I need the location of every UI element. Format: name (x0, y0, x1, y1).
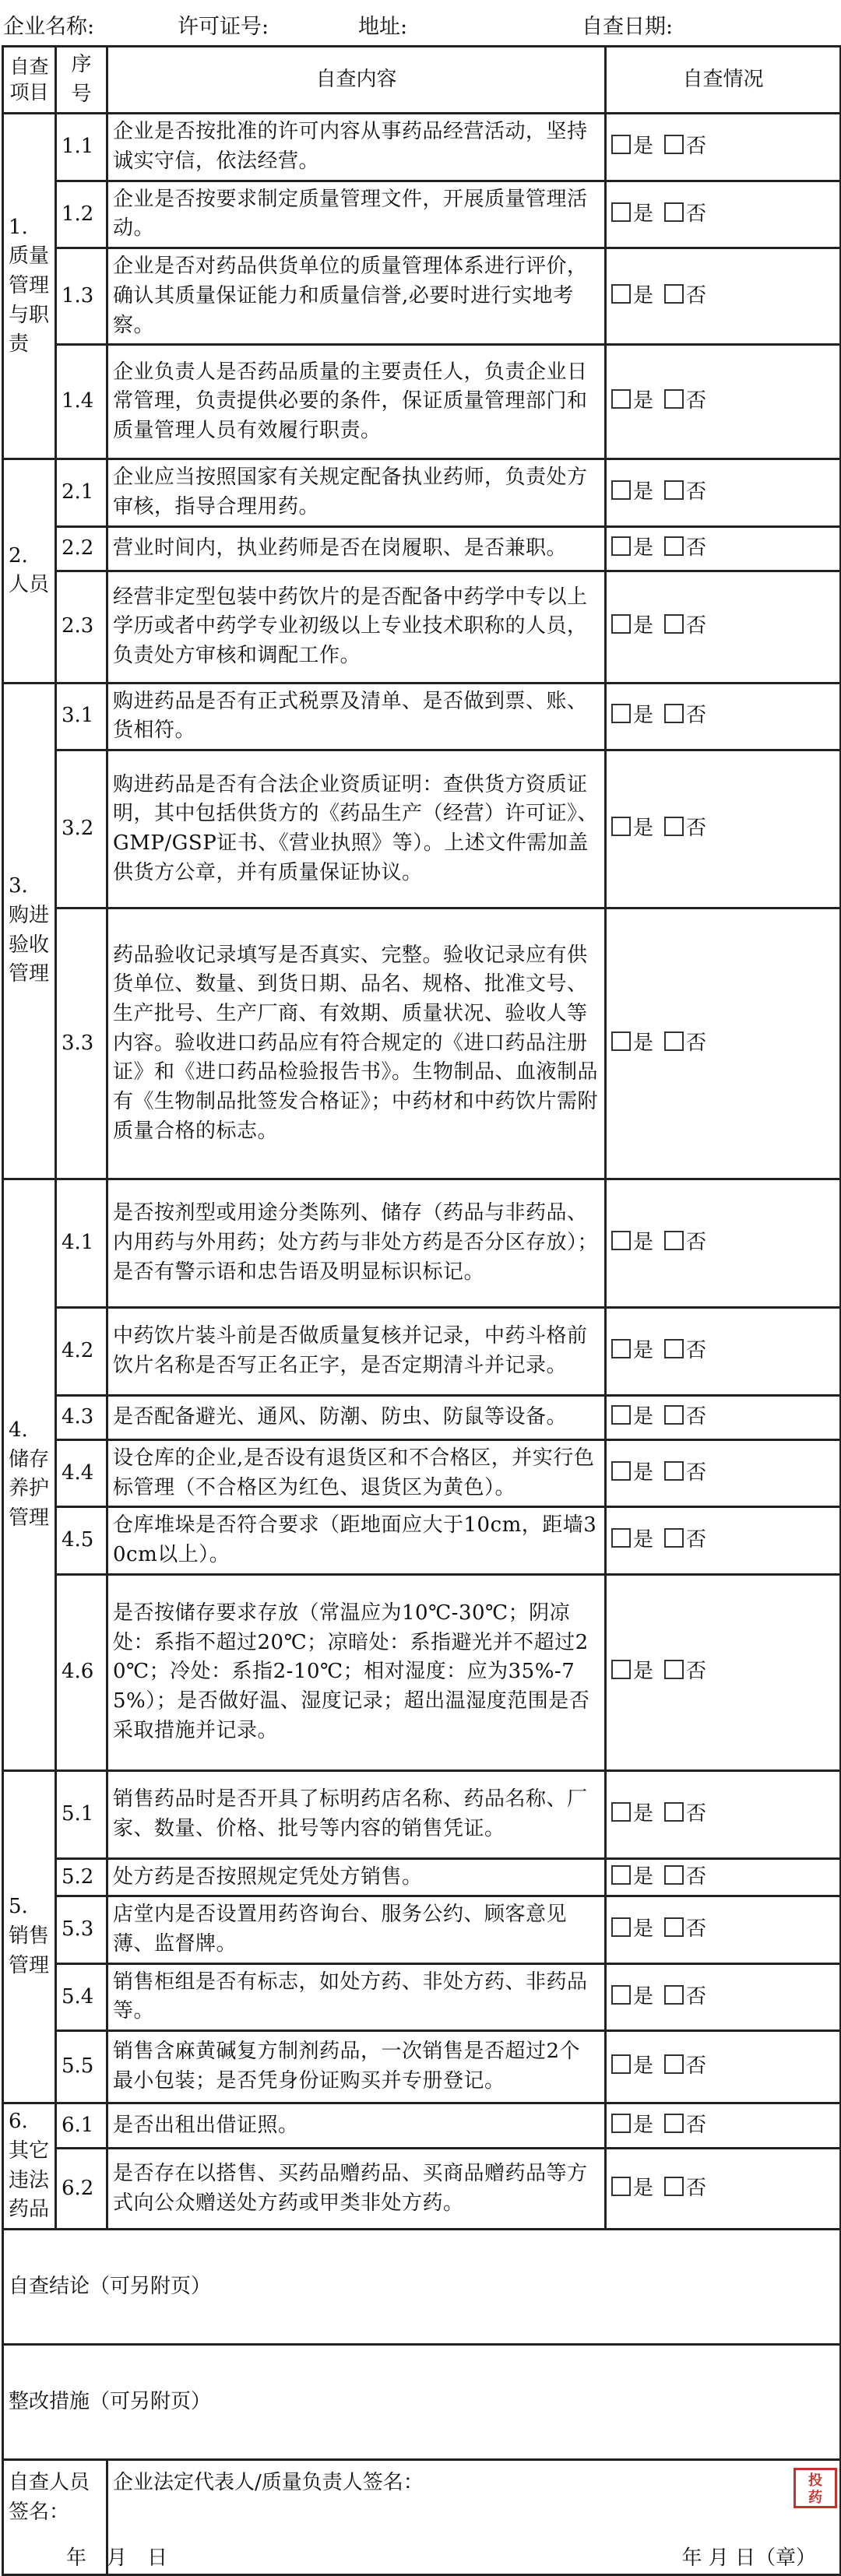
item-content: 销售柜组是否有标志，如处方药、非处方药、非药品等。 (107, 1963, 606, 2030)
item-content: 企业是否对药品供货单位的质量管理体系进行评价，确认其质量保证能力和质量信誉,必要时进行实地考察。 (107, 248, 606, 345)
yes-checkbox[interactable] (611, 536, 631, 556)
no-label: 否 (686, 1339, 707, 1363)
no-checkbox[interactable] (664, 1865, 684, 1885)
no-label: 否 (686, 614, 707, 638)
item-status (606, 1963, 841, 2030)
yes-label: 是 (633, 283, 654, 308)
item-status (606, 345, 841, 459)
yes-checkbox[interactable] (611, 1802, 631, 1822)
category-cell: 1. 质量管理与职责 (3, 114, 56, 459)
yes-checkbox[interactable] (611, 1528, 631, 1548)
yes-label: 是 (633, 1460, 654, 1485)
yes-label: 是 (633, 2176, 654, 2200)
item-number: 1.4 (56, 345, 107, 459)
yes-label: 是 (633, 2054, 654, 2079)
yes-label: 是 (633, 2113, 654, 2137)
no-checkbox[interactable] (664, 1231, 684, 1250)
inspector-signature-field[interactable] (3, 2459, 168, 2574)
no-label: 否 (686, 2054, 707, 2079)
yes-checkbox[interactable] (611, 1865, 631, 1885)
no-checkbox[interactable] (664, 480, 684, 500)
yes-label: 是 (633, 202, 654, 226)
column-header-seq: 序号 (56, 47, 107, 114)
no-checkbox[interactable] (664, 1528, 684, 1548)
item-content: 设仓库的企业,是否设有退货区和不合格区，并实行色标管理（不合格区为红色、退货区为黄色）。 (107, 1439, 606, 1506)
no-label: 否 (686, 536, 707, 560)
no-label: 否 (686, 1660, 707, 1684)
item-status (606, 1858, 841, 1896)
table-row (3, 1858, 841, 1896)
yes-checkbox[interactable] (611, 1231, 631, 1250)
item-number: 3.3 (56, 908, 107, 1179)
item-content: 销售含麻黄碱复方制剂药品，一次销售是否超过2个最小包装；是否凭身份证购买并专册登记。 (107, 2031, 606, 2103)
item-number: 6.2 (56, 2149, 107, 2229)
no-checkbox[interactable] (664, 2114, 684, 2133)
no-checkbox[interactable] (664, 817, 684, 836)
item-content: 购进药品是否有合法企业资质证明：查供货方资质证明，其中包括供货方的《药品生产（经营）许可证》、GMP/GSP证书、《营业执照》等）。上述文件需加盖供货方公章，并有质量保证协议。 (107, 750, 606, 908)
no-checkbox[interactable] (664, 135, 684, 154)
yes-label: 是 (633, 614, 654, 638)
no-checkbox[interactable] (664, 1985, 684, 2005)
no-label: 否 (686, 1801, 707, 1826)
item-status (606, 181, 841, 248)
signature-row (3, 2459, 841, 2574)
item-number: 4.3 (56, 1395, 107, 1439)
legal-rep-date: 年 月 日（章） (681, 2546, 816, 2571)
no-label: 否 (686, 1405, 707, 1429)
table-row (3, 1395, 841, 1439)
category-cell: 5. 销售管理 (3, 1770, 56, 2103)
no-label: 否 (686, 817, 707, 841)
item-number: 1.1 (56, 114, 107, 181)
yes-label: 是 (633, 1405, 654, 1429)
item-content: 是否存在以搭售、买药品赠药品、买商品赠药品等方式向公众赠送处方药或甲类非处方药。 (107, 2149, 606, 2229)
table-row (3, 2103, 841, 2149)
category-cell: 6. 其它违法药品 (3, 2103, 56, 2230)
no-checkbox[interactable] (664, 1660, 684, 1679)
item-status (606, 1896, 841, 1963)
no-checkbox[interactable] (664, 1405, 684, 1425)
item-status (606, 248, 841, 345)
no-label: 否 (686, 2113, 707, 2137)
item-number: 1.2 (56, 181, 107, 248)
no-label: 否 (686, 1864, 707, 1889)
item-status (606, 908, 841, 1179)
item-number: 4.6 (56, 1574, 107, 1770)
no-label: 否 (686, 480, 707, 504)
no-checkbox[interactable] (664, 704, 684, 723)
yes-checkbox[interactable] (611, 1985, 631, 2005)
item-status (606, 459, 841, 526)
category-cell: 3. 购进验收管理 (3, 683, 56, 1179)
table-row (3, 1963, 841, 2030)
column-header-category: 自查项目 (3, 47, 56, 114)
table-row (3, 345, 841, 459)
conclusion-label: 自查结论（可另附页） (9, 2274, 212, 2298)
no-label: 否 (686, 1031, 707, 1055)
conclusion-row (3, 2229, 841, 2344)
no-checkbox[interactable] (664, 389, 684, 409)
table-row (3, 526, 841, 571)
yes-label: 是 (633, 135, 654, 159)
item-number: 2.3 (56, 571, 107, 683)
rectify-row (3, 2344, 841, 2459)
yes-checkbox[interactable] (611, 135, 631, 154)
item-number: 2.1 (56, 459, 107, 526)
item-content: 企业是否按批准的许可内容从事药品经营活动，坚持诚实守信，依法经营。 (107, 114, 606, 181)
yes-label: 是 (633, 1339, 654, 1363)
yes-checkbox[interactable] (611, 2177, 631, 2196)
category-cell: 4. 储存养护管理 (3, 1179, 56, 1770)
item-content: 是否配备避光、通风、防潮、防虫、防鼠等设备。 (107, 1395, 606, 1439)
yes-label: 是 (633, 1031, 654, 1055)
no-label: 否 (686, 283, 707, 308)
item-content: 销售药品时是否开具了标明药店名称、药品名称、厂家、数量、价格、批号等内容的销售凭证。 (107, 1770, 606, 1858)
table-row (3, 2031, 841, 2103)
item-status (606, 750, 841, 908)
table-row (3, 114, 841, 181)
yes-checkbox[interactable] (611, 1917, 631, 1937)
yes-label: 是 (633, 1528, 654, 1552)
item-content: 中药饮片装斗前是否做质量复核并记录，中药斗格前饮片名称是否写正名正字，是否定期清斗并记录。 (107, 1307, 606, 1395)
item-number: 4.1 (56, 1179, 107, 1307)
conclusion-field[interactable] (3, 2229, 841, 2344)
yes-checkbox[interactable] (611, 202, 631, 222)
item-status (606, 683, 841, 750)
item-content: 经营非定型包装中药饮片的是否配备中药学中专以上学历或者中药学专业初级以上专业技术职称的人员，负责处方审核和调配工作。 (107, 571, 606, 683)
rectify-label: 整改措施（可另附页） (9, 2389, 212, 2413)
item-number: 4.2 (56, 1307, 107, 1395)
yes-label: 是 (633, 389, 654, 413)
item-content: 营业时间内，执业药师是否在岗履职、是否兼职。 (107, 526, 606, 571)
item-number: 5.4 (56, 1963, 107, 2030)
inspection-date-label: 自查日期: (582, 15, 674, 39)
item-content: 药品验收记录填写是否真实、完整。验收记录应有供货单位、数量、到货日期、品名、规格、批准文号、生产批号、生产厂商、有效期、质量状况、验收人等内容。验收进口药品应有符合规定的《进口药品注册证》和《进口药品检验报告书》。生物制品、血液制品有《生物制品批签发合格证》；中药材和中药饮片需附质量合格的标志。 (107, 908, 606, 1179)
table-row (3, 248, 841, 345)
item-status (606, 526, 841, 571)
yes-checkbox[interactable] (611, 1339, 631, 1358)
item-number: 1.3 (56, 248, 107, 345)
yes-label: 是 (633, 536, 654, 560)
yes-checkbox[interactable] (611, 1660, 631, 1679)
yes-checkbox[interactable] (611, 614, 631, 634)
item-number: 3.1 (56, 683, 107, 750)
table-row (3, 459, 841, 526)
legal-rep-label: 企业法定代表人/质量负责人签名： (113, 2470, 424, 2494)
self-inspection-table (2, 45, 841, 2576)
no-checkbox[interactable] (664, 1339, 684, 1358)
yes-checkbox[interactable] (611, 1405, 631, 1425)
no-label: 否 (686, 1984, 707, 2008)
item-number: 4.4 (56, 1439, 107, 1506)
item-status (606, 2103, 841, 2149)
item-number: 4.5 (56, 1507, 107, 1574)
table-row (3, 1179, 841, 1307)
item-status (606, 1395, 841, 1439)
yes-label: 是 (633, 1660, 654, 1684)
legal-rep-signature-field[interactable] (107, 2459, 841, 2574)
yes-label: 是 (633, 480, 654, 504)
yes-checkbox[interactable] (611, 704, 631, 723)
item-content: 是否按剂型或用途分类陈列、储存（药品与非药品、内用药与外用药；处方药与非处方药是否分区存放）；是否有警示语和忠告语及明显标识标记。 (107, 1179, 606, 1307)
item-status (606, 1770, 841, 1858)
yes-checkbox[interactable] (611, 1031, 631, 1051)
item-number: 5.2 (56, 1858, 107, 1896)
column-header-row (3, 47, 841, 114)
yes-checkbox[interactable] (611, 817, 631, 836)
rectify-field[interactable] (3, 2344, 841, 2459)
category-cell: 2. 人员 (3, 459, 56, 683)
yes-label: 是 (633, 1864, 654, 1889)
yes-checkbox[interactable] (611, 284, 631, 304)
item-content: 是否出租出借证照。 (107, 2103, 606, 2149)
yes-checkbox[interactable] (611, 480, 631, 500)
no-label: 否 (686, 704, 707, 728)
item-content: 企业是否按要求制定质量管理文件，开展质量管理活动。 (107, 181, 606, 248)
yes-checkbox[interactable] (611, 1461, 631, 1481)
item-status (606, 114, 841, 181)
no-label: 否 (686, 202, 707, 226)
form-header (0, 0, 841, 45)
inspector-date: 年 月 日 (66, 2546, 168, 2571)
table-row (3, 683, 841, 750)
table-row (3, 908, 841, 1179)
company-name-label: 企业名称: (3, 15, 95, 39)
table-row (3, 181, 841, 248)
item-content: 购进药品是否有正式税票及清单、是否做到票、账、货相符。 (107, 683, 606, 750)
item-number: 5.5 (56, 2031, 107, 2103)
table-row (3, 1507, 841, 1574)
no-checkbox[interactable] (664, 1917, 684, 1937)
no-checkbox[interactable] (664, 284, 684, 304)
inspector-label: 自查人员签名： (9, 2470, 90, 2524)
no-checkbox[interactable] (664, 1802, 684, 1822)
no-label: 否 (686, 1231, 707, 1255)
seal-stamp (793, 2468, 837, 2508)
item-number: 3.2 (56, 750, 107, 908)
item-content: 是否按储存要求存放（常温应为10℃-30℃；阴凉处：系指不超过20℃；凉暗处：系指避光并不超过20℃；冷处：系指2-10℃；相对湿度：应为35%-75%）；是否做好温、湿度记录；超出温湿度范围是否采取措施并记录。 (107, 1574, 606, 1770)
item-status (606, 1307, 841, 1395)
address-label: 地址: (358, 15, 408, 39)
no-label: 否 (686, 389, 707, 413)
no-checkbox[interactable] (664, 2177, 684, 2196)
yes-checkbox[interactable] (611, 2054, 631, 2074)
column-header-content: 自查内容 (107, 47, 606, 114)
table-row (3, 1770, 841, 1858)
no-label: 否 (686, 1460, 707, 1485)
item-status (606, 2031, 841, 2103)
yes-label: 是 (633, 817, 654, 841)
table-row (3, 1439, 841, 1506)
item-status (606, 571, 841, 683)
no-checkbox[interactable] (664, 202, 684, 222)
seal-text: 投药 (808, 2472, 822, 2506)
column-header-status: 自查情况 (606, 47, 841, 114)
yes-label: 是 (633, 704, 654, 728)
yes-label: 是 (633, 1801, 654, 1826)
yes-label: 是 (633, 1231, 654, 1255)
table-row (3, 750, 841, 908)
yes-label: 是 (633, 1917, 654, 1942)
no-checkbox[interactable] (664, 614, 684, 634)
no-checkbox[interactable] (664, 1031, 684, 1051)
no-checkbox[interactable] (664, 2054, 684, 2074)
yes-label: 是 (633, 1984, 654, 2008)
item-content: 企业负责人是否药品质量的主要责任人，负责企业日常管理，负责提供必要的条件，保证质量管理部门和质量管理人员有效履行职责。 (107, 345, 606, 459)
item-status (606, 1574, 841, 1770)
item-status (606, 1439, 841, 1506)
no-label: 否 (686, 1917, 707, 1942)
table-row (3, 2149, 841, 2229)
item-status (606, 1179, 841, 1307)
item-number: 5.3 (56, 1896, 107, 1963)
item-content: 处方药是否按照规定凭处方销售。 (107, 1858, 606, 1896)
table-row (3, 1896, 841, 1963)
table-row (3, 1574, 841, 1770)
table-row (3, 571, 841, 683)
item-content: 店堂内是否设置用药咨询台、服务公约、顾客意见薄、监督牌。 (107, 1896, 606, 1963)
table-row (3, 1307, 841, 1395)
no-label: 否 (686, 135, 707, 159)
no-checkbox[interactable] (664, 1461, 684, 1481)
no-label: 否 (686, 1528, 707, 1552)
item-content: 仓库堆垛是否符合要求（距地面应大于10cm，距墙30cm以上）。 (107, 1507, 606, 1574)
item-status (606, 1507, 841, 1574)
item-content: 企业应当按照国家有关规定配备执业药师，负责处方审核，指导合理用药。 (107, 459, 606, 526)
item-number: 6.1 (56, 2103, 107, 2149)
no-label: 否 (686, 2176, 707, 2200)
no-checkbox[interactable] (664, 536, 684, 556)
item-number: 5.1 (56, 1770, 107, 1858)
license-number-label: 许可证号: (178, 15, 269, 39)
yes-checkbox[interactable] (611, 389, 631, 409)
item-number: 2.2 (56, 526, 107, 571)
yes-checkbox[interactable] (611, 2114, 631, 2133)
item-status (606, 2149, 841, 2229)
